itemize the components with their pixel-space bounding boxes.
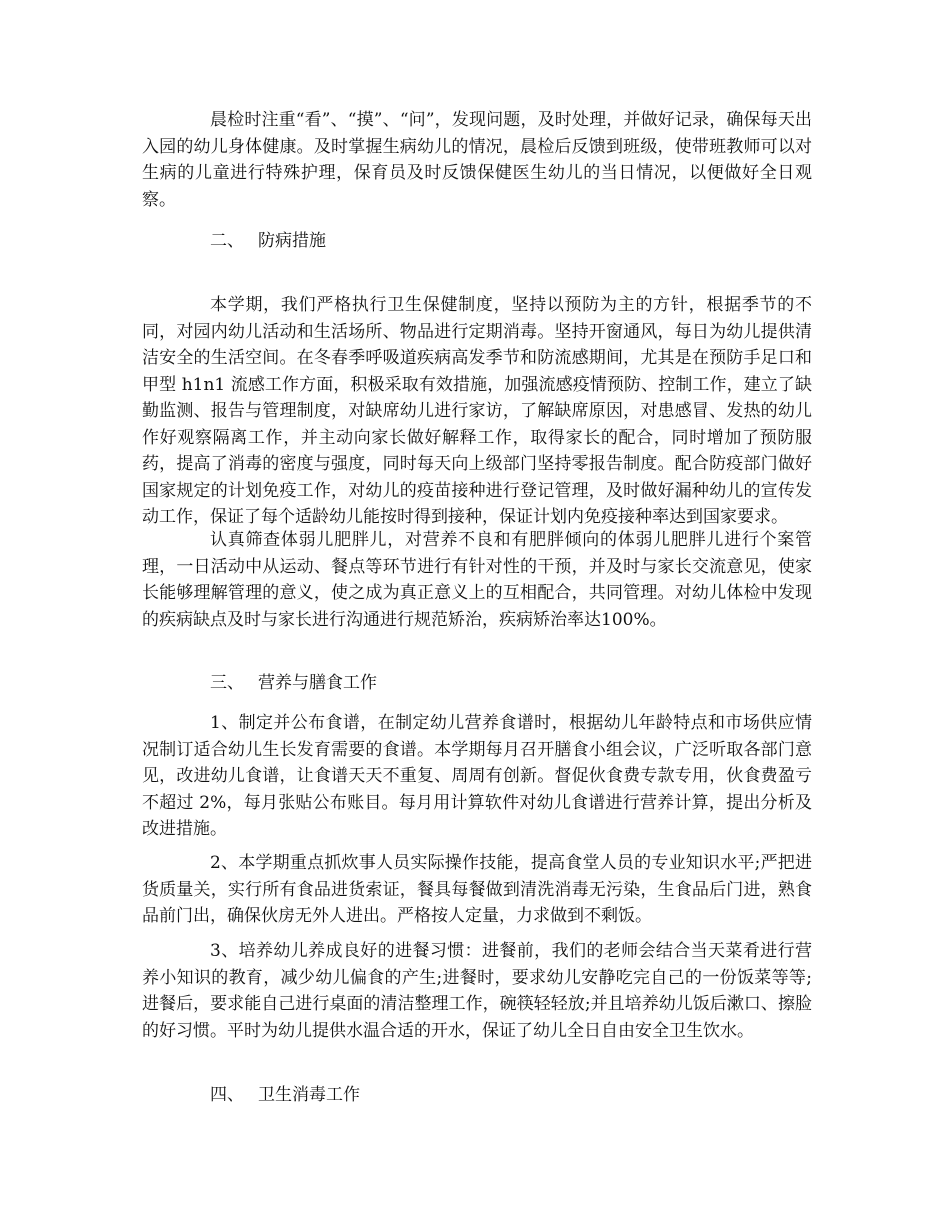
section-number: 四、 — [210, 1085, 244, 1105]
section-number: 二、 — [210, 231, 244, 251]
section-heading-nutrition — [210, 670, 377, 696]
section-title: 营养与膳食工作 — [258, 673, 377, 693]
section-heading-disease-prevention — [210, 228, 326, 254]
section-number: 三、 — [210, 673, 244, 693]
section-title: 防病措施 — [258, 231, 326, 251]
paragraph-kitchen-staff: 2、本学期重点抓炊事人员实际操作技能，提高食堂人员的专业知识水平;严把进货质量关，实行所有食品进货索证，餐具每餐做到清洗消毒无污染，生食品后门进，熟食品前门出，确保伙房无外人进出。严格按人定量，力求做到不剩饭。 — [142, 853, 812, 926]
paragraph-eating-habits: 3、培养幼儿养成良好的进餐习惯：进餐前，我们的老师会结合当天菜肴进行营养小知识的教育，减少幼儿偏食的产生;进餐时，要求幼儿安静吃完自己的一份饭菜等等;进餐后，要求能自己进行桌面的清洁整理工作，碗筷轻轻放;并且培养幼儿饭后漱口、擦脸的好习惯。平时为幼儿提供水温合适的开水，保证了幼儿全日自由安全卫生饮水。 — [142, 941, 812, 1041]
paragraph-disease-prevention: 本学期，我们严格执行卫生保健制度，坚持以预防为主的方针，根据季节的不同，对园内幼儿活动和生活场所、物品进行定期消毒。坚持开窗通风，每日为幼儿提供清洁安全的生活空间。在冬春季呼吸道疾病高发季节和防流感期间，尤其是在预防手足口和甲型 h1n1 流感工作方面，积极采取有效措施，加强流感疫情预防、控制工作，建立了缺勤监测、报告与管理制度，对缺席幼儿进行家访，了解缺席原因，对患感冒、发热的幼儿作好观察隔离工作，并主动向家长做好解释工作，取得家长的配合，同时增加了预防服药，提高了消毒的密度与强度，同时每天向上级部门坚持零报告制度。配合防疫部门做好国家规定的计划免疫工作，对幼儿的疫苗接种进行登记管理，及时做好漏种幼儿的宣传发动工作，保证了每个适龄幼儿能按时得到接种，保证计划内免疫接种率达到国家要求。 — [142, 295, 812, 527]
paragraph-weak-obese-children: 认真筛查体弱儿肥胖儿，对营养不良和有肥胖倾向的体弱儿肥胖儿进行个案管理，一日活动中从运动、餐点等环节进行有针对性的干预，并及时与家长交流意见，使家长能够理解管理的意义，使之成为真正意义上的互相配合，共同管理。对幼儿体检中发现的疾病缺点及时与家长进行沟通进行规范矫治，疾病矫治率达100%。 — [142, 530, 812, 630]
section-heading-disinfection — [210, 1082, 360, 1108]
paragraph-menu: 1、制定并公布食谱，在制定幼儿营养食谱时，根据幼儿年龄特点和市场供应情况制订适合幼儿生长发育需要的食谱。本学期每月召开膳食小组会议，广泛听取各部门意见，改进幼儿食谱，让食谱天天不重复、周周有创新。督促伙食费专款专用，伙食费盈亏不超过 2%，每月张贴公布账目。每月用计算软件对幼儿食谱进行营养计算，提出分析及改进措施。 — [142, 713, 812, 839]
paragraph-morning-check: 晨检时注重“看”、“摸”、“问”，发现问题，及时处理，并做好记录，确保每天出入园的幼儿身体健康。及时掌握生病幼儿的情况，晨检后反馈到班级，使带班教师可以对生病的儿童进行特殊护理，保育员及时反馈保健医生幼儿的当日情况，以便做好全日观察。 — [142, 110, 812, 210]
section-title: 卫生消毒工作 — [258, 1085, 360, 1105]
